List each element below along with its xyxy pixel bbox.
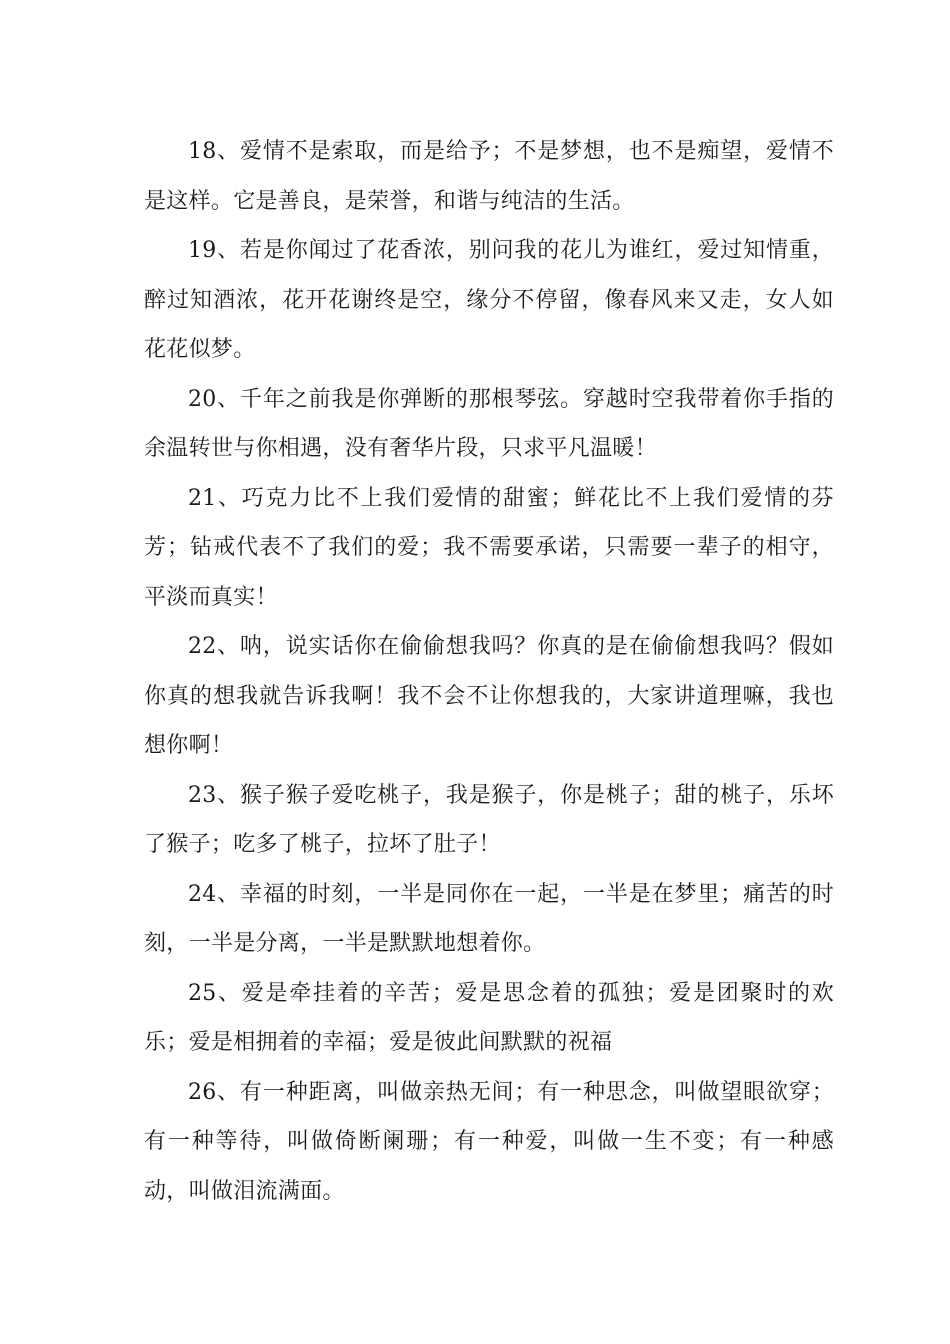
paragraph-20: 20、千年之前我是你弹断的那根琴弦。穿越时空我带着你手指的余温转世与你相遇，没有奢华片段，只求平凡温暖！	[144, 386, 834, 461]
paragraph-19: 19、若是你闻过了花香浓，别问我的花儿为谁红，爱过知情重，醉过知酒浓，花开花谢终是空，缘分不停留，像春风来又走，女人如花花似梦。	[144, 238, 834, 362]
paragraph-21: 21、巧克力比不上我们爱情的甜蜜；鲜花比不上我们爱情的芬芳；钻戒代表不了我们的爱；我不需要承诺，只需要一辈子的相守，平淡而真实！	[144, 485, 834, 610]
paragraph-25: 25、爱是牵挂着的辛苦；爱是思念着的孤独；爱是团聚时的欢乐；爱是相拥着的幸福；爱是彼此间默默的祝福	[144, 980, 834, 1055]
paragraph-22: 22、呐，说实话你在偷偷想我吗？你真的是在偷偷想我吗？假如你真的想我就告诉我啊！我不会不让你想我的，大家讲道理嘛，我也想你啊！	[144, 634, 834, 758]
paragraph-26: 26、有一种距离，叫做亲热无间；有一种思念，叫做望眼欲穿；有一种等待，叫做倚断阑珊；有一种爱，叫做一生不变；有一种感动，叫做泪流满面。	[144, 1079, 834, 1204]
document-body	[144, 127, 834, 1216]
paragraph-18: 18、爱情不是索取，而是给予；不是梦想，也不是痴望，爱情不是这样。它是善良，是荣誉，和谐与纯洁的生活。	[144, 139, 834, 214]
paragraph-24: 24、幸福的时刻，一半是同你在一起，一半是在梦里；痛苦的时刻，一半是分离，一半是默默地想着你。	[144, 881, 834, 956]
paragraph-23: 23、猴子猴子爱吃桃子，我是猴子，你是桃子；甜的桃子，乐坏了猴子；吃多了桃子，拉坏了肚子！	[144, 782, 834, 857]
